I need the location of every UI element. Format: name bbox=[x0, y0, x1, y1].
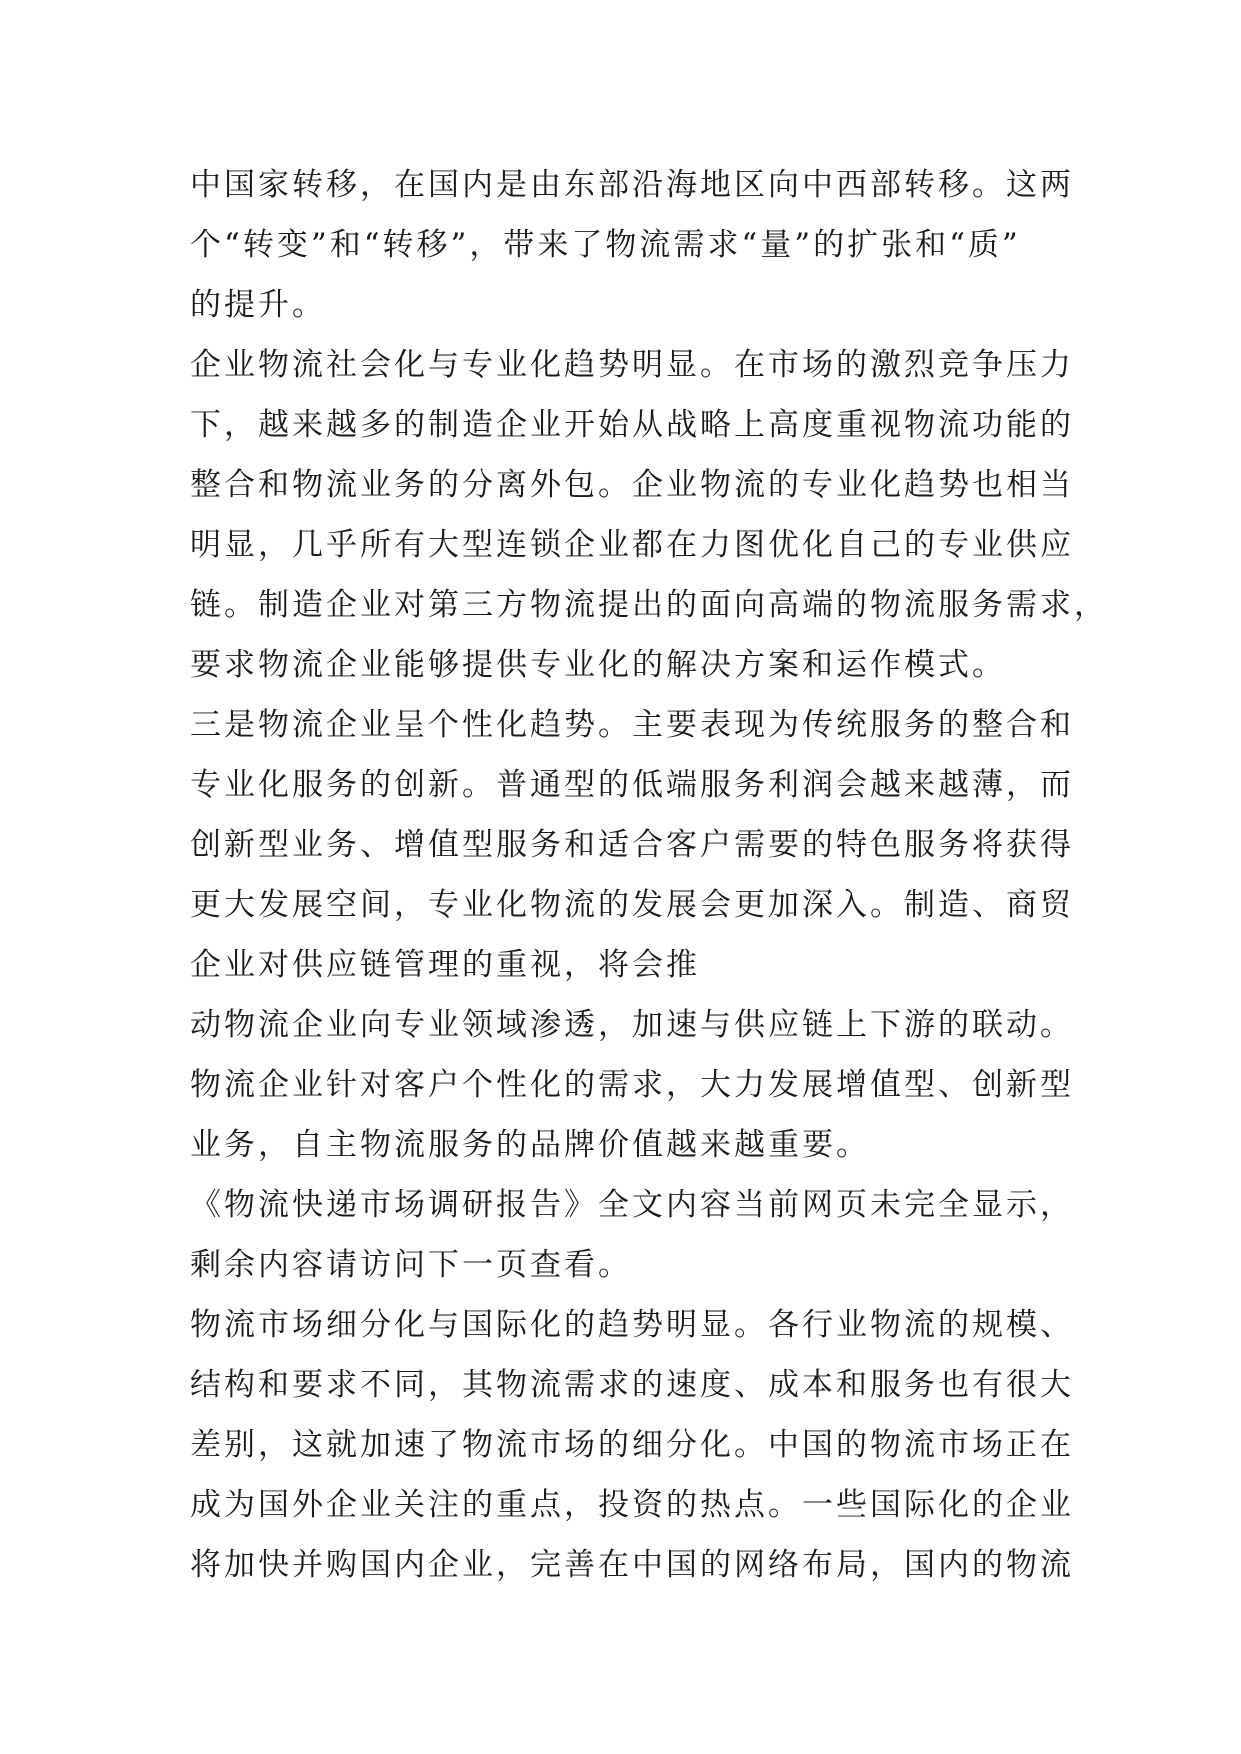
text-line: 下，越来越多的制造企业开始从战略上高度重视物流功能的 bbox=[190, 407, 1074, 443]
text-line: 动物流企业向专业领域渗透，加速与供应链上下游的联动。 bbox=[190, 1007, 1074, 1043]
text-line: 企业物流社会化与专业化趋势明显。在市场的激烈竞争压力 bbox=[190, 347, 1074, 383]
text-line: 个“转变”和“转移”，带来了物流需求“量”的扩张和“质” bbox=[190, 227, 1021, 263]
text-line: 链。制造企业对第三方物流提出的面向高端的物流服务需求， bbox=[190, 587, 1108, 623]
text-line: 创新型业务、增值型服务和适合客户需要的特色服务将获得 bbox=[190, 827, 1074, 863]
text-line: 的提升。 bbox=[190, 287, 326, 323]
text-line: 专业化服务的创新。普通型的低端服务利润会越来越薄，而 bbox=[190, 767, 1074, 803]
text-line: 结构和要求不同，其物流需求的速度、成本和服务也有很大 bbox=[190, 1367, 1074, 1403]
text-line: 要求物流企业能够提供专业化的解决方案和运作模式。 bbox=[190, 647, 1006, 683]
text-line: 更大发展空间，专业化物流的发展会更加深入。制造、商贸 bbox=[190, 887, 1074, 923]
text-line: 物流企业针对客户个性化的需求，大力发展增值型、创新型 bbox=[190, 1067, 1074, 1103]
document-body bbox=[190, 155, 1108, 1595]
text-line: 明显，几乎所有大型连锁企业都在力图优化自己的专业供应 bbox=[190, 527, 1074, 563]
text-line: 中国家转移，在国内是由东部沿海地区向中西部转移。这两 bbox=[190, 167, 1074, 203]
text-line: 整合和物流业务的分离外包。企业物流的专业化趋势也相当 bbox=[190, 467, 1074, 503]
text-line: 剩余内容请访问下一页查看。 bbox=[190, 1247, 632, 1283]
text-line: 三是物流企业呈个性化趋势。主要表现为传统服务的整合和 bbox=[190, 707, 1074, 743]
text-line: 物流市场细分化与国际化的趋势明显。各行业物流的规模、 bbox=[190, 1307, 1074, 1343]
text-line: 将加快并购国内企业，完善在中国的网络布局，国内的物流 bbox=[190, 1547, 1074, 1583]
text-line: 企业对供应链管理的重视，将会推 bbox=[190, 947, 700, 983]
text-line: 业务，自主物流服务的品牌价值越来越重要。 bbox=[190, 1127, 870, 1163]
text-line: 差别，这就加速了物流市场的细分化。中国的物流市场正在 bbox=[190, 1427, 1074, 1463]
text-line: 成为国外企业关注的重点，投资的热点。一些国际化的企业 bbox=[190, 1487, 1074, 1523]
text-line: 《物流快递市场调研报告》全文内容当前网页未完全显示， bbox=[190, 1187, 1074, 1223]
